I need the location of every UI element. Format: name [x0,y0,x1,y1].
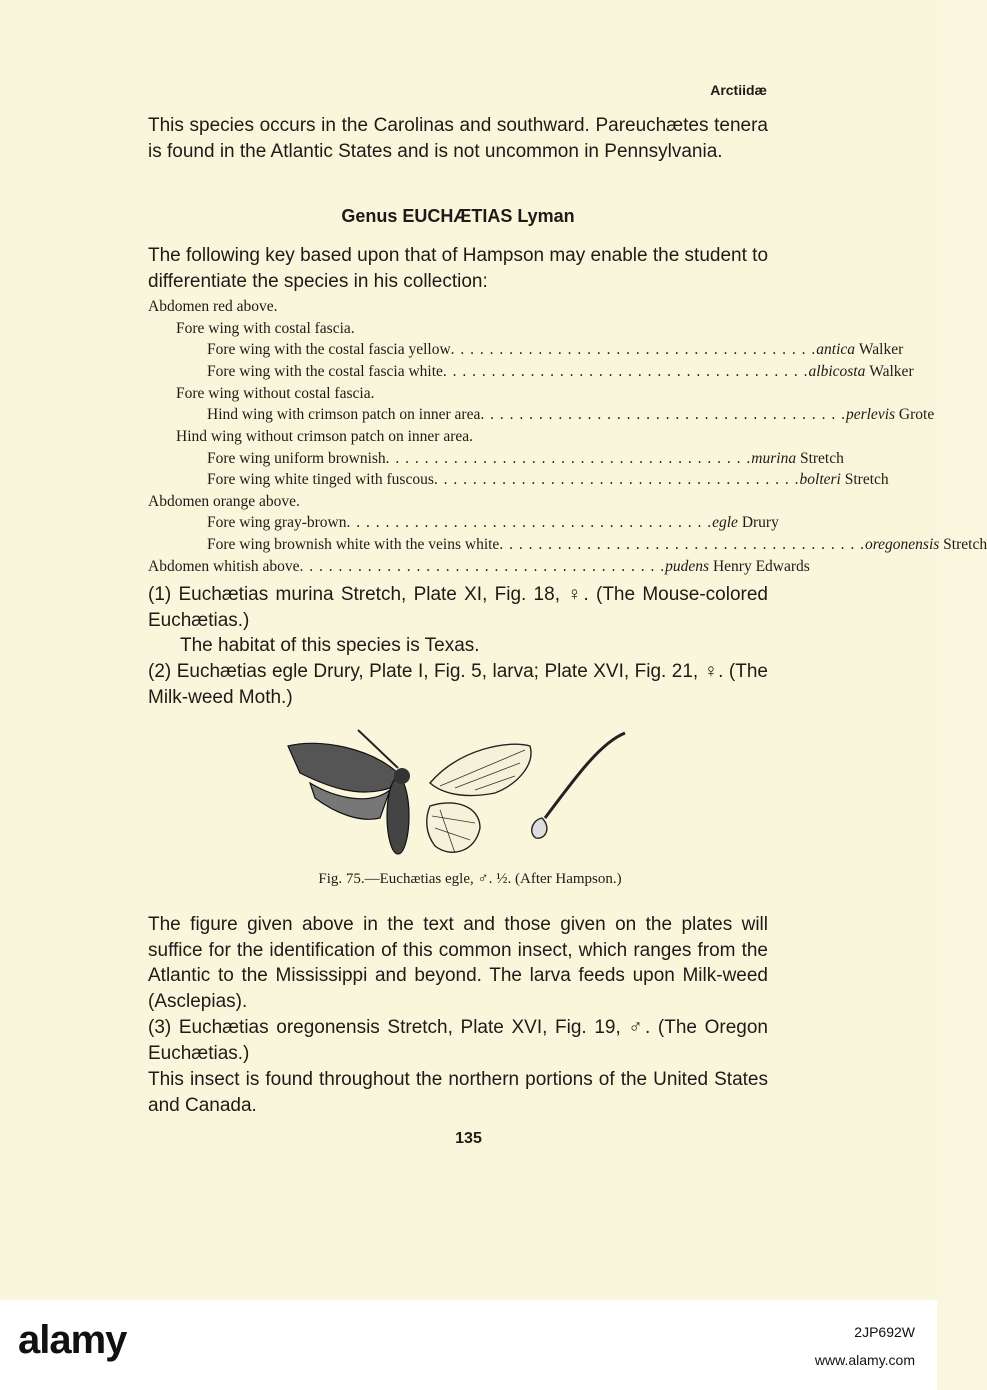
moth-figure [280,728,640,868]
key-leader-dots: . . . . . . . . . . . . . . . . . . . . . . . . . . . . . . . . . . . . . . [385,450,752,467]
key-species-name: egle [712,514,738,531]
key-species-author: Henry Edwards [709,558,810,575]
key-row [148,298,278,316]
key-row [207,471,889,489]
key-leader-dots: . . . . . . . . . . . . . . . . . . . . . . . . . . . . . . . . . . . . . . [299,558,666,575]
key-row-text: Fore wing with costal fascia. [176,320,355,337]
paragraph-intro [148,113,768,164]
key-species-name: antica [816,341,856,358]
alamy-url: www.alamy.com [814,1352,915,1368]
genus-heading: Genus EUCHÆTIAS Lyman [341,206,575,226]
key-row-text: Hind wing with crimson patch on inner area [207,406,481,423]
watermark-bar [0,1300,937,1390]
key-row-text: Abdomen whitish above [148,558,300,575]
key-row [176,320,355,338]
key-species-author: Stretch [840,471,889,488]
key-species-author: Stretch [796,450,844,467]
key-leader-dots: . . . . . . . . . . . . . . . . . . . . . . . . . . . . . . . . . . . . . . [442,363,809,380]
key-row-text: Abdomen red above. [148,298,278,315]
key-row-text: Hind wing without crimson patch on inner area. [176,428,474,445]
key-row [148,558,810,576]
entry-murina: (1) Euchætias murina Stretch, Plate XI, Fig. 18, ♀. (The Mouse-colored Euchætias.) [148,584,768,631]
key-row [207,450,844,468]
alamy-logo: alamy [18,1318,127,1362]
page-number: 135 [455,1130,482,1147]
key-species-author: Walker [865,363,914,380]
key-leader-dots: . . . . . . . . . . . . . . . . . . . . . . . . . . . . . . . . . . . . . . [346,514,713,531]
key-species-author: Grote [895,406,935,423]
key-species-name: bolteri [799,471,841,488]
key-row-text: Fore wing without costal fascia. [176,385,375,402]
key-row-text: Fore wing brownish white with the veins white [207,536,500,553]
paragraph-intro-text: This species occurs in the Carolinas and southward. Pareuchætes tenera is found in the Atlantic States and is not uncommon in Pennsylvania. [148,115,768,162]
key-row [207,536,987,554]
key-row [207,363,914,381]
key-leader-dots: . . . . . . . . . . . . . . . . . . . . . . . . . . . . . . . . . . . . . . [480,406,846,423]
key-row [148,493,300,511]
entry-oregonensis: (3) Euchætias oregonensis Stretch, Plate XVI, Fig. 19, ♂. (The Oregon Euchætias.) [148,1017,768,1064]
paragraph-key-intro: The following key based upon that of Hampson may enable the student to differentiate the species in his collection: [148,245,769,292]
key-leader-dots: . . . . . . . . . . . . . . . . . . . . . . . . . . . . . . . . . . . . . . [499,536,865,553]
paragraph-oregonensis-range: This insect is found throughout the northern portions of the United States and Canada. [148,1069,768,1116]
key-row-text: Fore wing gray-brown [207,514,347,531]
key-species-name: pudens [665,558,710,575]
key-row [207,514,779,532]
key-species-name: perlevis [845,406,896,423]
figure-caption: Fig. 75.—Euchætias egle, ♂. ½. (After Hampson.) [318,871,622,887]
image-id: 2JP692W [854,1324,915,1340]
key-species-author: Drury [737,514,779,531]
paragraph-figure-note: The figure given above in the text and those given on the plates will suffice for the identification of this common insect, which ranges from the Atlantic to the Mississippi and beyond. The larva feeds upon Milk-weed (Asclepias). [148,914,768,1012]
key-row-text: Fore wing with the costal fascia white [207,363,443,380]
key-row [176,428,473,446]
key-species-name: albicosta [808,363,866,380]
key-species-author: Stretch [939,536,987,553]
moth-illustration-icon [280,728,640,868]
key-species-name: oregonensis [864,536,940,553]
running-header: Arctiidæ [710,82,767,98]
key-leader-dots: . . . . . . . . . . . . . . . . . . . . . . . . . . . . . . . . . . . . . . [433,471,800,488]
key-row [207,406,935,424]
key-species-author: Walker [855,341,904,358]
key-species-name: murina [751,450,797,467]
key-row-text: Fore wing uniform brownish [207,450,386,467]
key-row-text: Abdomen orange above. [148,493,300,510]
key-leader-dots: . . . . . . . . . . . . . . . . . . . . . . . . . . . . . . . . . . . . . . [450,341,817,358]
key-row [176,385,374,403]
murina-habitat: The habitat of this species is Texas. [180,635,480,656]
entry-egle: (2) Euchætias egle Drury, Plate I, Fig. 5, larva; Plate XVI, Fig. 21, ♀. (The Milk-weed Moth.) [148,661,768,708]
key-row-text: Fore wing with the costal fascia yellow [207,341,451,358]
key-row [207,341,904,359]
key-row-text: Fore wing white tinged with fuscous [207,471,434,488]
